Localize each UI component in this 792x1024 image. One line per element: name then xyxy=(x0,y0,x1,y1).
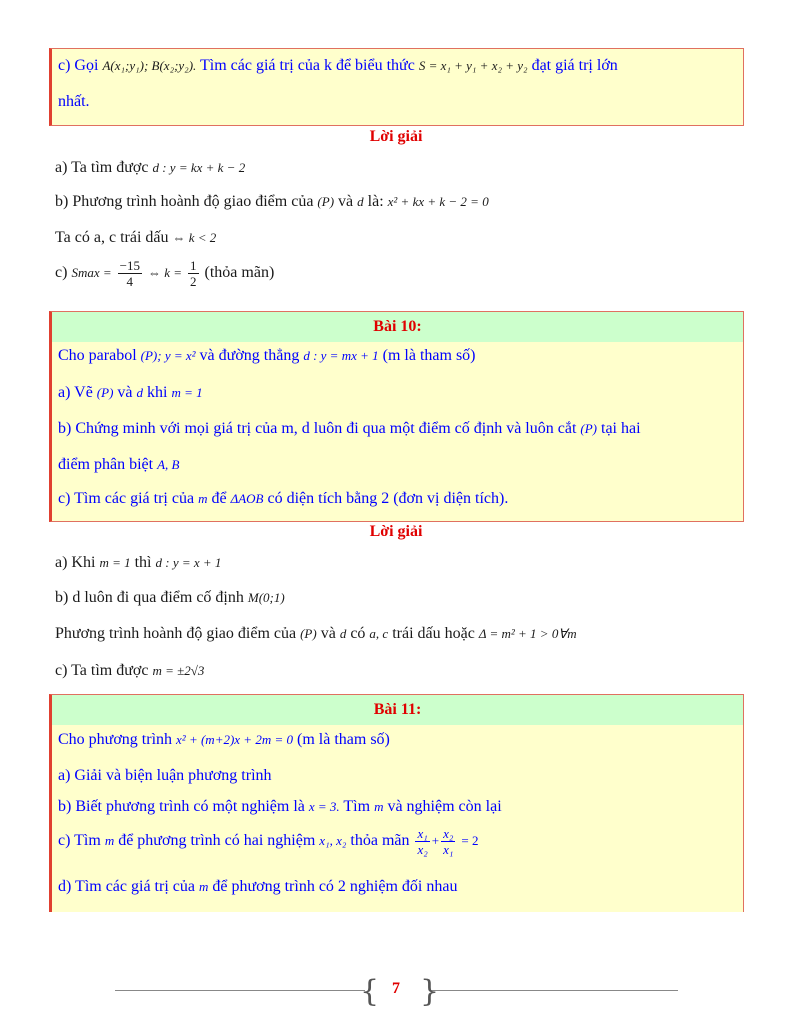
solution-line-a: a) Khi m = 1 thì d : y = x + 1 xyxy=(55,554,222,571)
problem-statement: Cho parabol (P); y = x² và đường thẳng d : y = mx + 1 (m là tham số) xyxy=(58,347,476,364)
solution-line-b: b) Phương trình hoành độ giao điểm của (P) và d là: x² + kx + k − 2 = 0 xyxy=(55,193,489,210)
fraction: $\frac{1}{2}$ xyxy=(190,258,197,289)
problem-part-d: d) Tìm các giá trị của m để phương trình có 2 nghiệm đối nhau xyxy=(58,878,458,895)
problem-part-b-cont: điểm phân biệt A, B xyxy=(58,456,180,473)
solution-heading: Lời giải xyxy=(369,523,423,540)
problem-statement: Cho phương trình x² + (m+2)x + 2m = 0 (m là tham số) xyxy=(58,731,390,748)
problem-box-bai-11 xyxy=(49,694,744,912)
solution-line-a: a) Ta tìm được d : y = kx + k − 2 xyxy=(55,159,246,176)
problem-part-a: a) Vẽ (P) và d khi m = 1 xyxy=(58,384,203,401)
fraction: $\frac{\text{x₁}}{\text{x₂}}$ xyxy=(417,826,428,857)
problem-title: Bài 11: xyxy=(52,695,743,725)
problem-line-c-cont: nhất. xyxy=(58,93,90,110)
problem-part-b: b) Chứng minh với mọi giá trị của m, d luôn đi qua một điểm cố định và luôn cắt (P) tại hai xyxy=(58,420,641,437)
left-brace-icon: { xyxy=(360,974,380,1009)
fraction: $\frac{\text{x₂}}{\text{x₁}}$ xyxy=(443,826,454,857)
problem-part-c: c) Tìm m để phương trình có hai nghiệm x₁, x₂ thỏa mãn $\frac{\text{x₁}}{\text{x₂}}$ + $\frac{\text{x₂}}{\text{x₁}}$ = 2 xyxy=(58,826,479,857)
footer-line-left xyxy=(115,990,365,991)
problem-box-continued xyxy=(49,48,744,126)
solution-line-c: c) Ta tìm được m = ±2√3 xyxy=(55,662,205,679)
solution-line-b2: Phương trình hoành độ giao điểm của (P) và d có a, c trái dấu hoặc Δ = m² + 1 > 0∀m xyxy=(55,625,577,642)
problem-part-a: a) Giải và biện luận phương trình xyxy=(58,767,272,784)
fraction: $\frac{-15}{4}$ xyxy=(119,258,140,289)
solution-line-b2: Ta có a, c trái dấu ⇔ k < 2 xyxy=(55,229,217,246)
solution-line-b: b) d luôn đi qua điểm cố định M(0;1) xyxy=(55,589,285,606)
problem-box-bai-10 xyxy=(49,311,744,522)
solution-heading: Lời giải xyxy=(369,128,423,145)
problem-title: Bài 10: xyxy=(52,312,743,342)
problem-part-c: c) Tìm các giá trị của m để ΔAOB có diện tích bằng 2 (đơn vị diện tích). xyxy=(58,490,509,507)
page-number: 7 xyxy=(392,980,400,997)
solution-line-c: c) Smax = $\frac{-15}{4}$ ⇔ k = $\frac{1}{2}$ (thỏa mãn) xyxy=(55,258,275,289)
right-brace-icon: } xyxy=(420,974,440,1009)
problem-line-c: c) Gọi A(x₁;y₁); B(x₂;y₂). Tìm các giá trị của k để biểu thức S = x₁ + y₁ + x₂ + y₂ đạt giá trị lớn xyxy=(58,57,618,74)
problem-part-b: b) Biết phương trình có một nghiệm là x = 3. Tìm m và nghiệm còn lại xyxy=(58,798,502,815)
footer-line-right xyxy=(430,990,678,991)
